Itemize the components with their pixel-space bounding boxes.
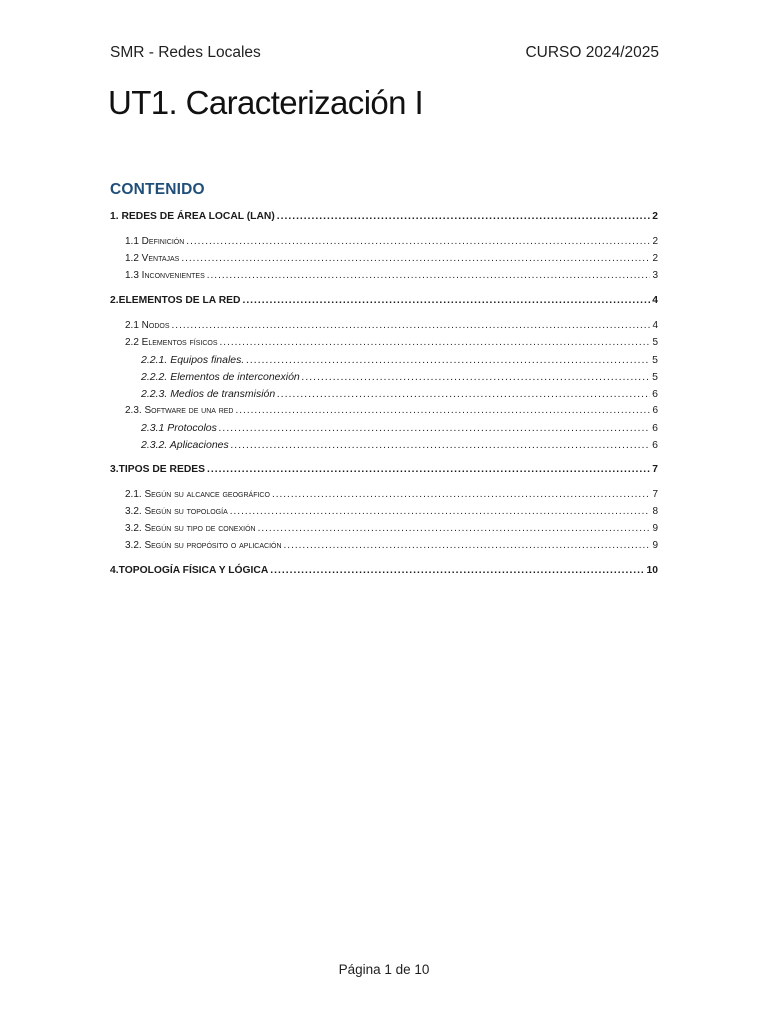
toc-heading: CONTENIDO xyxy=(110,181,205,198)
toc-entry-text: 2.2.1. Equipos finales. xyxy=(141,354,245,366)
page-number-label: Página 1 de 10 xyxy=(338,962,430,977)
toc-entry-text: 3.2. Según su propósito o aplicación xyxy=(125,540,282,551)
toc-entry-page: 2 xyxy=(652,236,658,247)
toc-entry-text: 2.2 Elementos físicos xyxy=(125,337,218,348)
toc-entry-page: 5 xyxy=(652,354,658,366)
toc-leader xyxy=(235,405,650,416)
toc-entry-text: 1.2 Ventajas xyxy=(125,253,180,264)
toc-entry-elementos-interconexion[interactable] xyxy=(141,371,658,383)
header-course-name: SMR - Redes Locales xyxy=(110,44,261,61)
toc-leader xyxy=(207,464,650,475)
toc-entry-page: 5 xyxy=(652,371,658,383)
toc-entry-page: 7 xyxy=(652,464,658,475)
toc-entry-protocolos[interactable] xyxy=(141,422,658,434)
toc-entry-number: 2. xyxy=(110,295,119,306)
document-title: UT1. Caracterización I xyxy=(108,84,424,121)
toc-leader xyxy=(284,540,651,551)
toc-entry-topologia-fisica-logica[interactable] xyxy=(110,565,658,576)
toc-leader xyxy=(302,371,650,383)
toc-entry-text: 3.2. Según su tipo de conexión xyxy=(125,523,256,534)
toc-entry-aplicaciones[interactable] xyxy=(141,439,658,451)
toc-leader xyxy=(172,320,651,331)
toc-entry-text: 2.1. Según su alcance geográfico xyxy=(125,489,270,500)
toc-entry-page: 9 xyxy=(652,523,658,534)
toc-leader xyxy=(242,295,650,306)
toc-entry-proposito-aplicacion[interactable] xyxy=(125,540,658,551)
toc-entry-page: 4 xyxy=(652,320,658,331)
toc-entry-equipos-finales[interactable] xyxy=(141,354,658,366)
toc-leader xyxy=(277,388,650,400)
toc-entry-page: 7 xyxy=(652,489,658,500)
toc-entry-page: 5 xyxy=(652,337,658,348)
toc-entry-text: TIPOS DE REDES xyxy=(118,464,205,475)
toc-entry-page: 3 xyxy=(652,270,658,281)
toc-entry-tipo-conexion[interactable] xyxy=(125,523,658,534)
toc-leader xyxy=(258,523,651,534)
toc-entry-page: 4 xyxy=(652,295,658,306)
toc-leader xyxy=(246,354,650,366)
toc-entry-redes-area-local[interactable] xyxy=(110,211,658,222)
toc-entry-alcance-geografico[interactable] xyxy=(125,489,658,500)
toc-entry-page: 2 xyxy=(652,211,658,222)
toc-leader xyxy=(181,253,650,264)
toc-entry-number: 3. xyxy=(110,464,119,475)
toc-entry-text: 1.1 Definición xyxy=(125,236,185,247)
toc-leader xyxy=(219,422,650,434)
toc-leader xyxy=(231,439,650,451)
toc-entry-text: 3.2. Según su topología xyxy=(125,506,228,517)
toc-leader xyxy=(230,506,651,517)
toc-entry-page: 6 xyxy=(652,405,658,416)
toc-entry-text: 2.2.2. Elementos de interconexión xyxy=(141,371,300,383)
toc-entry-text: 2.3. Software de una red xyxy=(125,405,234,416)
toc-leader xyxy=(186,236,650,247)
toc-leader xyxy=(272,489,651,500)
toc-entry-topologia[interactable] xyxy=(125,506,658,517)
toc-entry-number: 4. xyxy=(110,565,119,576)
toc-entry-text: ELEMENTOS DE LA RED xyxy=(118,295,241,306)
toc-entry-text: 2.3.1 Protocolos xyxy=(141,422,217,434)
toc-leader xyxy=(270,565,644,576)
toc-entry-elementos-fisicos[interactable] xyxy=(125,337,658,348)
header-school-year: CURSO 2024/2025 xyxy=(525,44,659,61)
toc-entry-text: 1.3 Inconvenientes xyxy=(125,270,205,281)
toc-entry-text: 2.2.3. Medios de transmisión xyxy=(141,388,276,400)
toc-entry-text: 1. REDES DE ÁREA LOCAL (LAN) xyxy=(110,211,275,222)
toc-entry-software-red[interactable] xyxy=(125,405,658,416)
toc-entry-text: 2.1 Nodos xyxy=(125,320,170,331)
toc-entry-nodos[interactable] xyxy=(125,320,658,331)
toc-entry-page: 9 xyxy=(652,540,658,551)
toc-entry-definicion[interactable] xyxy=(125,236,658,247)
toc-leader xyxy=(277,211,651,222)
toc-entry-text: 2.3.2. Aplicaciones xyxy=(141,439,229,451)
page-footer xyxy=(0,962,768,977)
toc-entry-text: TOPOLOGÍA FÍSICA Y LÓGICA xyxy=(118,565,269,576)
toc-entry-page: 6 xyxy=(652,439,658,451)
toc-entry-page: 10 xyxy=(646,565,658,576)
toc-entry-page: 6 xyxy=(652,422,658,434)
toc-entry-page: 6 xyxy=(652,388,658,400)
toc-entry-tipos-redes[interactable] xyxy=(110,464,658,475)
toc-entry-page: 8 xyxy=(652,506,658,517)
toc-leader xyxy=(207,270,651,281)
toc-entry-page: 2 xyxy=(652,253,658,264)
toc-leader xyxy=(220,337,651,348)
toc-entry-medios-transmision[interactable] xyxy=(141,388,658,400)
toc-entry-ventajas[interactable] xyxy=(125,253,658,264)
toc-entry-inconvenientes[interactable] xyxy=(125,270,658,281)
page-header xyxy=(110,44,659,62)
toc-entry-elementos-red[interactable] xyxy=(110,295,658,306)
